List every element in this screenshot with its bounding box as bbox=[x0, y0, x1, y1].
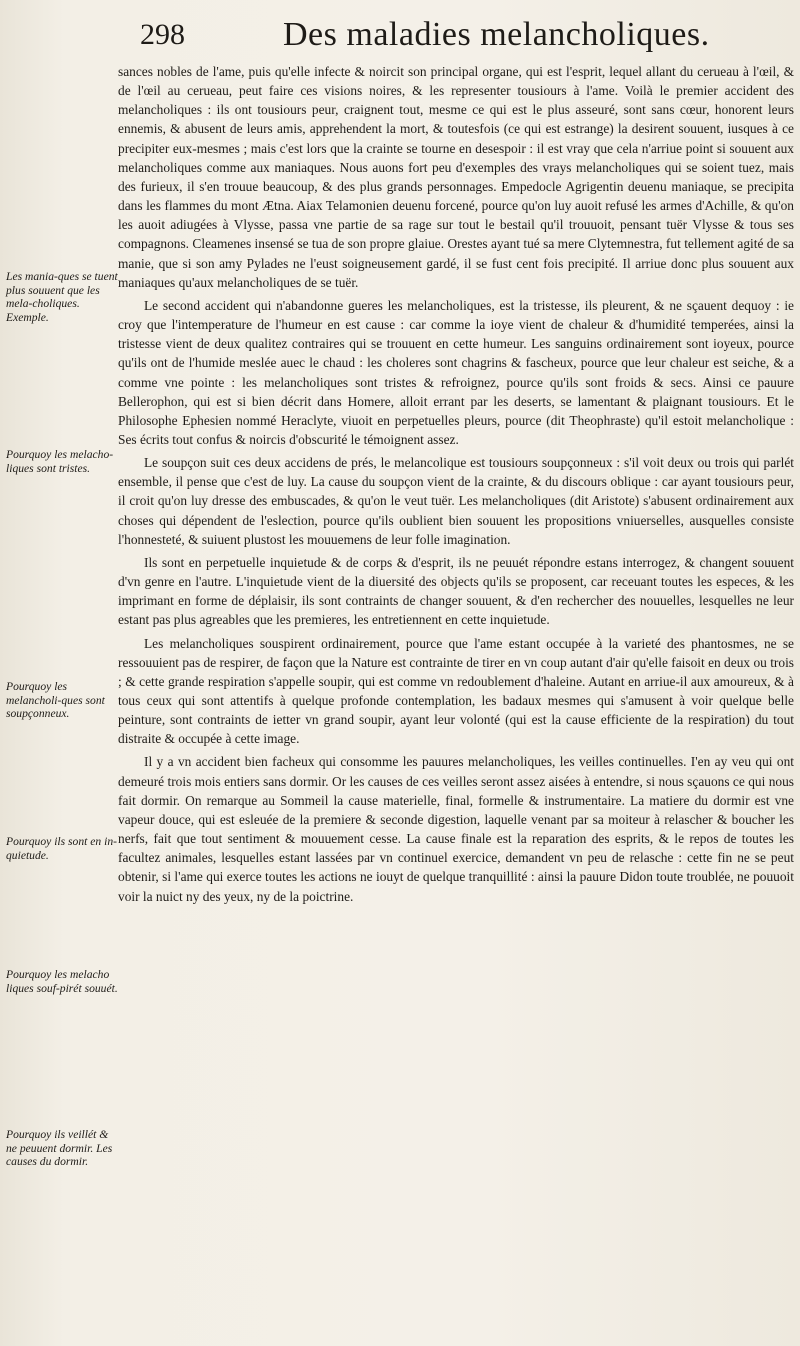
paragraph: Les melancholiques souspirent ordinairement, pource que l'ame estant occupée à la varieté des phantosmes, ne se ressouuient pas de respirer, de façon que la Nature est contrainte de tirer en vn coup autant d'air qu'elle faisoit en deux ou trois ; & cette grande respiration s'appelle soupir, qui est comme vn redoublement d'haleine. Autant en arriue-il aux amoureux, & à tous ceux qui sont attentifs à quelque profonde contemplation, les badaux mesmes qui s'amusent à voir quelque belle peinture, sont contraints de ietter vn grand soupir, ayant leur volonté (qui est la cause efficiente de la respiration) du tout distraite & occupée à cette image. bbox=[118, 635, 794, 747]
paragraph: sances nobles de l'ame, puis qu'elle infecte & noircit son principal organe, qui est l'esprit, lequel allant du cerueau à l'œil, & de l'œil au cerueau, peut faire ces visions noires, & les representer tousiours à l'ame. Voilà le premier accident des melancholiques : ils ont tousiours peur, craignent tout, mesme ce qui est le plus asseuré, sont sans cœur, honorent leurs ennemis, & abusent de leurs amis, apprehendent la mort, & toutesfois (ce qui est estrange) la desirent souuent, iusques à ce precipiter eux-mesmes ; mais c'est lors que la crainte se tourne en desespoir : il est vray que cela n'arriue point si souuent aux melancholiques comme aux maniaques. Nous auons fort peu d'exemples des vrays melancholiques qui se soient tuez, mais des furieux, il s'en trouue beaucoup, & des plus grands personnages. Empedocle Agrigentin deuenu maniaque, se precipita dans les flammes du mont Ætna. Aiax Telamonien deuenu forcené, pource qu'on luy auoit refusé les armes d'Achille, & qu'on les auoit adiugées à Vlysse, passa vne partie de sa rage sur tout le bestail qu'il trouuoit, pensant tuër Vlysse & tous ses compagnons. Cleamenes insensé se tua de son propre glaiue. Orestes ayant tué sa mere Clytemnestra, fut tellement agité de sa manie, que si son amy Pylades ne l'eust soigneusement gardé, il se fust cent fois precipité. Il arriue donc plus souuent aux maniaques qu'aux melancholiques de se tuër. bbox=[118, 64, 794, 290]
margin-note: Les mania-ques se tuent plus souuent que les mela-choliques. Exemple. bbox=[6, 270, 118, 324]
margin-note: Pourquoy ils veillét & ne peuuent dormir. Les causes du dormir. bbox=[6, 1128, 113, 1169]
page-number: 298 bbox=[140, 18, 185, 51]
paragraph: Ils sont en perpetuelle inquietude & de corps & d'esprit, ils ne peuuét répondre estans interrogez, & changent souuent d'vn genre en l'autre. L'inquietude vient de la diuersité des objects qu'ils se proposent, car receuant toutes les especes, & les imprimant en forme de déplaisir, ils sont contraints de changer souuent, & d'en rechercher des nouuelles, lesquelles ne leur estant pas plus agreables que les premieres, les entretiennent en cette inquietude. bbox=[118, 554, 794, 628]
paragraph: Il y a vn accident bien facheux qui consomme les pauures melancholiques, les veilles continuelles. I'en ay veu qui ont demeuré trois mois entiers sans dormir. Or les causes de ces veilles seront assez aisées à entendre, si nous sçauons ce qui nous fait dormir. On remarque au Sommeil la cause materielle, final, formelle & instrumentaire. La matiere du dormir est vne vapeur douce, qui est esleuée de la premiere & seconde digestion, laquelle venant par sa moiteur à relascher & boucher les nerfs, fait que tout sentiment & mouuement cesse. La cause finale est la reparation des esprits, & le repos de toutes les facultez animales, lesquelles estant lassées par vn continuel exercice, demandent vn peu de relasche : cette fin ne se peut obtenir, si l'ame qui exerce toutes les actions ne iouyt de quelque tranquillité : ainsi la pauure Didon toute troublée, ne pouuoit voir la nuict ny des yeux, ny de la poictrine. bbox=[118, 754, 794, 904]
running-title: Des maladies melancholiques. bbox=[283, 16, 710, 53]
margin-note: Pourquoy les melacho liques souf-pirét souuét. bbox=[6, 968, 118, 995]
page-header bbox=[140, 18, 780, 66]
margin-note: Pourquoy les melacho-liques sont tristes. bbox=[6, 448, 114, 475]
paragraph: Le second accident qui n'abandonne gueres les melancholiques, est la tristesse, ils pleurent, & ne sçauent dequoy : ie croy que l'intemperature de l'humeur en est cause : car comme la ioye vient de chaleur & d'humidité temperées, ainsi la tristesse vient de deux qualitez contraires qui se trouuent en cette humeur. Les sanguins ordinairement sont ioyeux, pource qu'ils ont de l'humide meslée auec le chaud : les choleres sont chagrins & fascheux, pource que leur chaleur est seiche, & a comme vne pointe : les melancholiques sont tristes & refroignez, pource qu'ils sont froids & secs. Ainsi ce pauure Bellerophon, qui est si bien décrit dans Homere, alloit errant par les deserts, se lamentant & plaignant tousiours. Et le Philosophe Ephesien nommé Heraclyte, viuoit en perpetuelles pleurs, pource (dit Theophraste) qu'il estoit melancholique : Ses écrits tout confus & noircis d'obscurité le témoignent assez. bbox=[118, 297, 794, 447]
body-text bbox=[118, 62, 794, 906]
margin-note: Pourquoy ils sont en in-quietude. bbox=[6, 835, 117, 862]
margin-note: Pourquoy les melancholi-ques sont soupçonneux. bbox=[6, 680, 105, 721]
paragraph: Le soupçon suit ces deux accidens de prés, le melancolique est tousiours soupçonneux : s'il voit deux ou trois qui parlét ensemble, il pense que c'est de luy. La cause du soupçon vient de la crainte, & du discours oblique : car ayant tousiours peur, il croit qu'on luy dresse des embuscades, & qu'on le veut tuër. Les melancholiques (dit Aristote) s'abusent ordinairement aux choses qui dépendent de l'eslection, pource qu'ils oublient bien souuent les propositions vniuerselles, ausquelles consiste l'honnesteté, & suiuent plustost les mouuemens de leur folle imagination. bbox=[118, 455, 794, 547]
